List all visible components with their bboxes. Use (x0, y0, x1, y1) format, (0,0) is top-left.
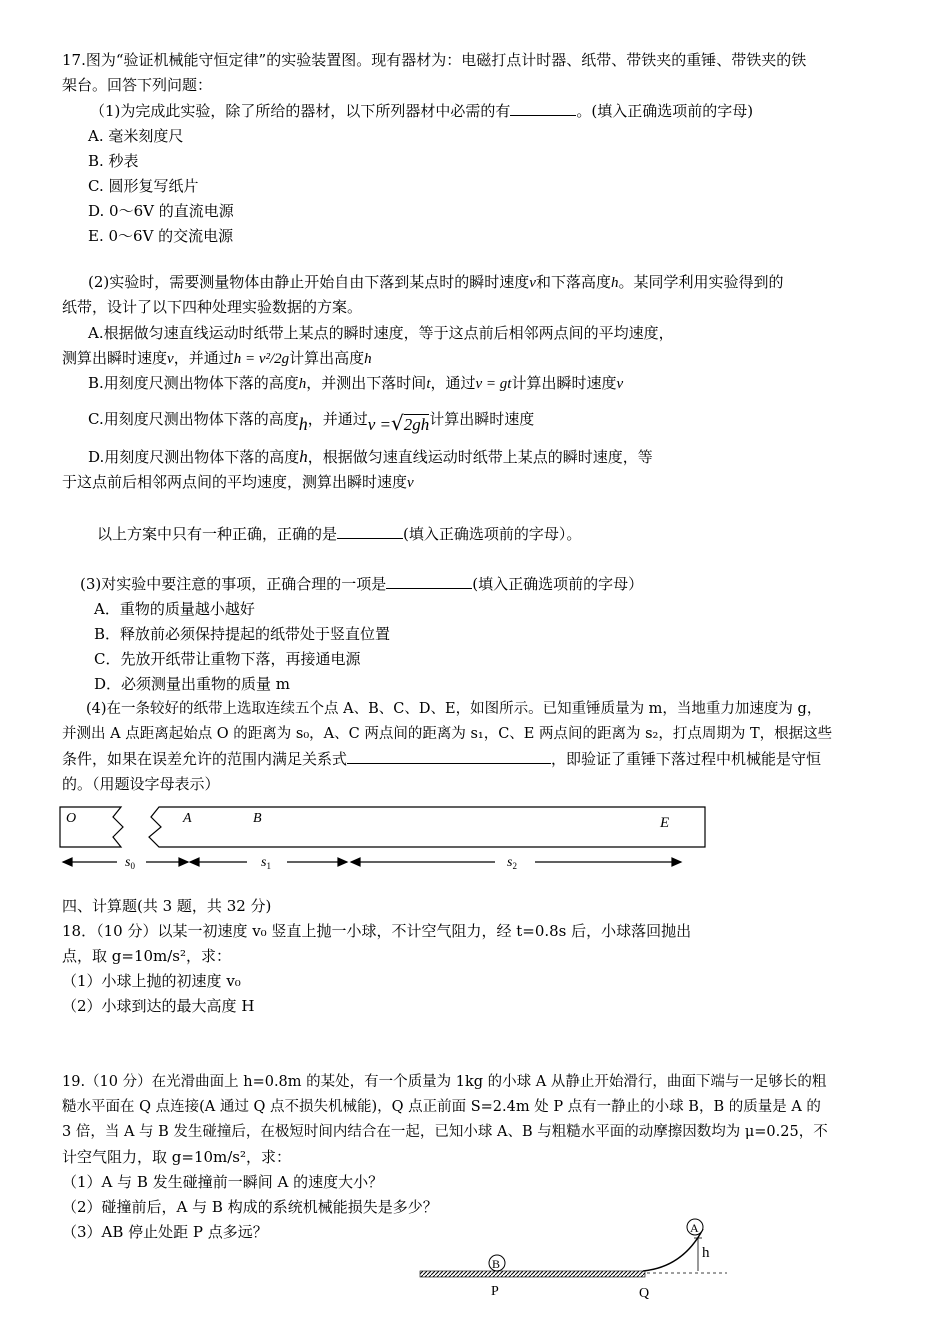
text-segment: ，并测出下落时间 (306, 374, 427, 392)
q17-part4-line1: (4)在一条较好的纸带上选取连续五个点 A、B、C、D、E，如图所示。已知重锤质量为 m，当地重力加速度为 g， (86, 701, 822, 717)
s0-label (125, 855, 135, 871)
text-segment: ，通过 (430, 374, 476, 392)
text-segment: ，并通过 (307, 410, 368, 428)
point-E-label: E (660, 815, 670, 831)
arrowhead (672, 858, 681, 866)
text-segment: (填入正确选项前的字母） (472, 575, 644, 593)
point-Q-label: Q (639, 1286, 650, 1301)
q17-optionC (88, 404, 535, 435)
q17-part3-question (80, 574, 643, 594)
ball-A-label: A (690, 1221, 699, 1235)
subscript: 0 (130, 861, 135, 871)
s-letter: s (507, 855, 513, 870)
text-segment: (2)实验时，需要测量物体由静止开始自由下落到某点时的瞬时速度 (88, 273, 530, 291)
text-segment: B.用刻度尺测出物体下落的高度 (88, 374, 299, 392)
q18-subquestion: （2）小球到达的最大高度 H (62, 997, 255, 1015)
text-segment: 计算出高度 (289, 349, 365, 367)
q17-part1-option: A. 毫米刻度尺 (88, 127, 184, 145)
q17-part3-option: A．重物的质量越小越好 (94, 600, 255, 618)
text-segment: ，即验证了重锤下落过程中机械能是守恒 (551, 750, 822, 768)
q17-optionD-line2 (62, 472, 414, 493)
var-h: h (610, 275, 619, 291)
q17-part2-line1 (88, 272, 783, 293)
paper-tape-figure (55, 805, 715, 883)
q17-part2-answer (97, 524, 581, 544)
text-segment: C.用刻度尺测出物体下落的高度 (88, 410, 299, 428)
text-segment: (3)对实验中要注意的事项，正确合理的一项是 (80, 575, 387, 593)
sqrt-sign: √ (391, 411, 404, 435)
formula-v-gt: v = gt (475, 376, 512, 392)
point-B-label: B (253, 811, 262, 826)
q19-subquestion: （3）AB 停止处距 P 点多远？ (62, 1223, 268, 1241)
q18-subquestion: （1）小球上抛的初速度 v₀ (62, 972, 241, 990)
q17-part1-option: C. 圆形复写纸片 (88, 177, 199, 195)
var-h: h (298, 414, 308, 434)
q17-optionB (88, 373, 623, 394)
var-v: v (167, 351, 174, 367)
text-segment: 计算出瞬时速度 (511, 374, 617, 392)
q17-intro-line1: 17.图为“验证机械能守恒定律”的实验装置图。现有器材为：电磁打点计时器、纸带、带铁夹的重锤、带铁夹的铁 (62, 51, 807, 69)
q17-part1-option: D. 0～6V 的直流电源 (88, 202, 234, 220)
h-label: h (702, 1245, 710, 1261)
text-segment: 以上方案中只有一种正确，正确的是 (97, 525, 338, 543)
q19-line4: 计空气阻力，取 g=10m/s²，求： (62, 1148, 292, 1166)
arrowhead (351, 858, 360, 866)
tape-right-piece (149, 807, 705, 847)
rough-ground (420, 1271, 645, 1277)
text-segment: 于这点前后相邻两点间的平均速度，测算出瞬时速度 (62, 473, 408, 491)
q17-part4-blank (347, 749, 551, 764)
q19-line2: 糙水平面在 Q 点连接(A 通过 Q 点不损失机械能)，Q 点正前面 S=2.4m 处 P 点有一静止的小球 B，B 的质量是 A 的 (62, 1099, 821, 1115)
q18-line2: 点，取 g=10m/s²，求： (62, 947, 232, 965)
slope-ground-figure (415, 1215, 735, 1315)
q17-part1-option: E. 0～6V 的交流电源 (88, 227, 234, 245)
q19-line1: 19.（10 分）在光滑曲面上 h=0.8m 的某处，有一个质量为 1kg 的小球 A 从静止开始滑行，曲面下端与一足够长的粗 (62, 1074, 827, 1090)
formula-v: v = (367, 415, 392, 434)
arrowhead (190, 858, 199, 866)
text-segment: 条件，如果在误差允许的范围内满足关系式 (62, 750, 348, 768)
text-segment: 计算出瞬时速度 (429, 410, 535, 428)
q18-line1: 18．（10 分）以某一初速度 v₀ 竖直上抛一小球，不计空气阻力，经 t=0.8s 后，小球落回抛出 (62, 922, 692, 940)
arrowhead (338, 858, 347, 866)
q17-part1-option: B. 秒表 (88, 152, 139, 170)
q17-part3-option: C．先放开纸带让重物下落，再接通电源 (94, 650, 361, 668)
formula-radicand: 2gh (403, 415, 430, 434)
q19-subquestion: （2）碰撞前后，A 与 B 构成的系统机械能损失是多少？ (62, 1198, 438, 1216)
var-t: t (426, 376, 431, 392)
q17-part1-blank (510, 101, 576, 116)
q17-part3-option: D．必须测量出重物的质量 m (94, 675, 291, 693)
text-segment: (填入正确选项前的字母）。 (403, 525, 582, 543)
point-O-label: O (66, 811, 77, 826)
q17-part4-line3 (62, 749, 821, 769)
q17-part3-option: B．释放前必须保持提起的纸带处于竖直位置 (94, 625, 391, 643)
q17-part1-prefix: （1)为完成此实验，除了所给的器材，以下所列器材中必需的有 (90, 102, 511, 120)
text-segment: D.用刻度尺测出物体下落的高度 (88, 448, 300, 466)
s-letter: s (125, 855, 131, 870)
var-h: h (299, 447, 308, 466)
subscript: 2 (512, 861, 517, 871)
s1-label (261, 855, 271, 871)
q17-optionA-line2 (62, 348, 372, 369)
formula-h-v2-2g: h = v²/2g (233, 351, 290, 367)
q17-part4-line4: 的。（用题设字母表示） (62, 775, 220, 793)
s-letter: s (261, 855, 267, 870)
var-h: h (364, 351, 372, 367)
point-P-label: P (491, 1284, 499, 1299)
point-A-label: A (183, 811, 192, 826)
text-segment: ，根据做匀速直线运动时纸带上某点的瞬时速度，等 (307, 448, 653, 466)
ball-B-label: B (492, 1257, 501, 1271)
q17-intro-line2: 架台。回答下列问题： (62, 76, 213, 94)
q19-line3: 3 倍，当 A 与 B 发生碰撞后，在极短时间内结合在一起，已知小球 A、B 与粗糙水平面的动摩擦因数均为 μ=0.25，不 (62, 1124, 828, 1140)
section4-heading: 四、计算题(共 3 题，共 32 分) (62, 897, 272, 915)
q17-part1-suffix: 。(填入正确选项前的字母) (576, 102, 754, 120)
text-segment: 测算出瞬时速度 (62, 349, 168, 367)
var-v: v (407, 475, 414, 491)
q17-part2-line2: 纸带，设计了以下四种处理实验数据的方案。 (62, 298, 363, 316)
text-segment: 。某同学利用实验得到的 (618, 273, 784, 291)
q17-part4-line2: 并测出 A 点距离起始点 O 的距离为 s₀，A、C 两点间的距离为 s₁，C、E 两点间的距离为 s₂，打点周期为 T，根据这些 (62, 726, 833, 742)
q17-part1-question (90, 101, 753, 121)
var-h: h (298, 376, 307, 392)
arrowhead (179, 858, 188, 866)
text-segment: ，并通过 (173, 349, 234, 367)
q17-part3-blank (386, 574, 472, 589)
q17-part2-blank (337, 524, 403, 539)
arrowhead (63, 858, 72, 866)
var-v: v (616, 376, 624, 392)
q19-subquestion: （1）A 与 B 发生碰撞前一瞬间 A 的速度大小？ (62, 1173, 384, 1191)
q17-optionA-line1: A.根据做匀速直线运动时纸带上某点的瞬时速度，等于这点前后相邻两点间的平均速度， (88, 324, 674, 342)
text-segment: 和下落高度 (535, 273, 611, 291)
subscript: 1 (266, 861, 271, 871)
q17-optionD-line1 (88, 447, 653, 467)
var-v: v (529, 275, 536, 291)
s2-label (507, 855, 517, 871)
